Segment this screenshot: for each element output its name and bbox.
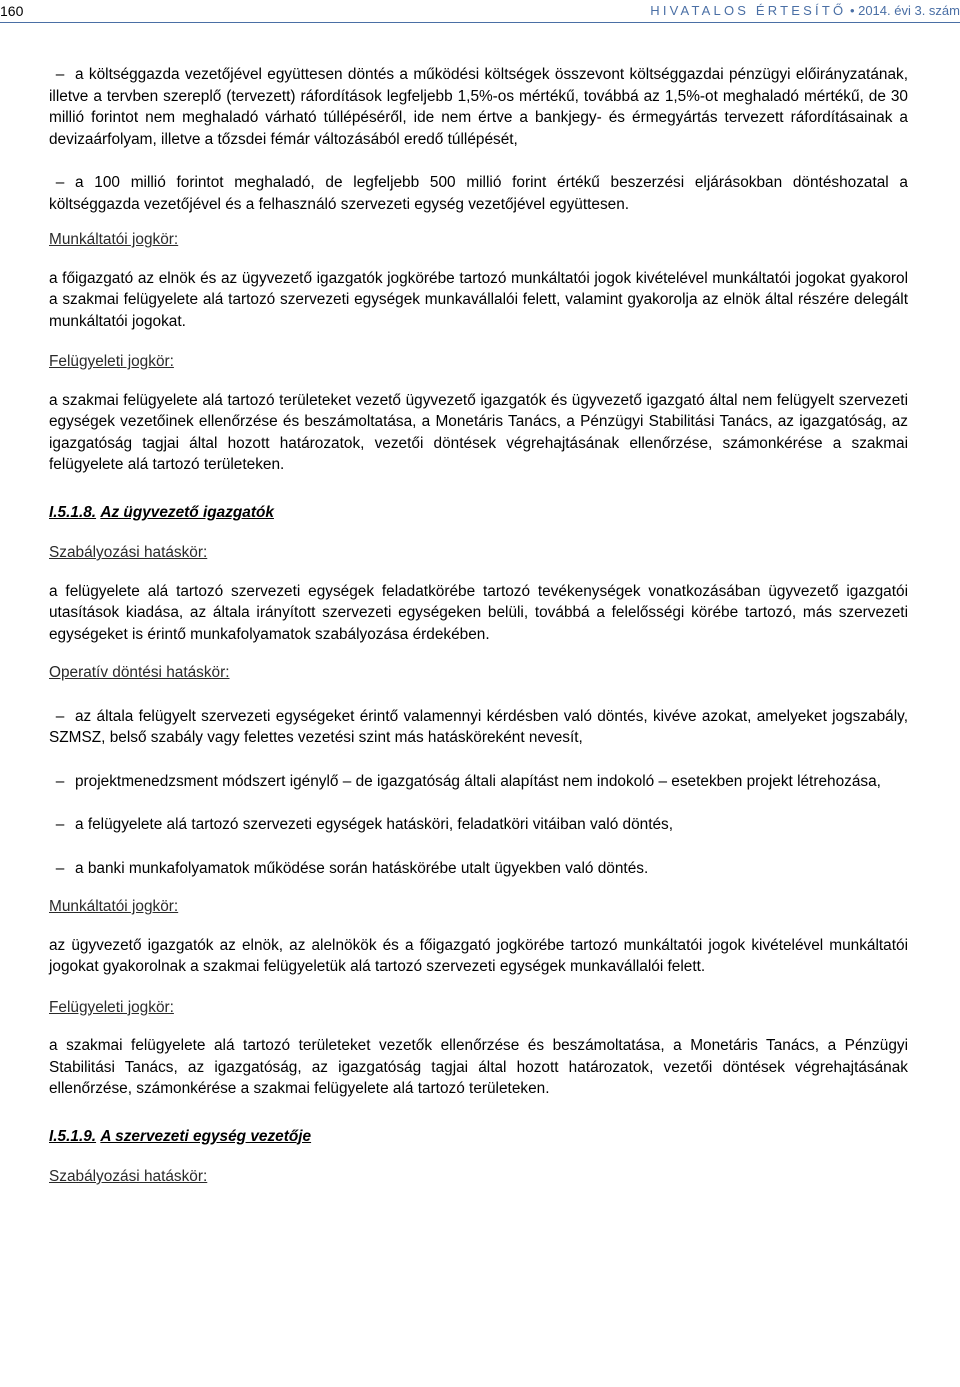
journal-name: HIVATALOS ÉRTESÍTŐ — [650, 3, 847, 18]
section-title-2: A szervezeti egység vezetője — [100, 1127, 312, 1145]
section-label-employer-rights: Munkáltatói jogkör: — [49, 231, 179, 248]
list-item-procurement-decision: – a 100 millió forintot meghaladó, de legfeljebb 500 millió forint értékű beszerzési eljárásokban döntéshozatal a költséggazda vezetőjével és a felhasználó szervezeti egység vezetőjével együttesen. — [49, 172, 908, 215]
section-number: I.5.1.8. — [49, 503, 97, 521]
page-header — [0, 0, 960, 22]
section-label-employer-rights-2: Munkáltatói jogkör: — [49, 898, 179, 915]
document-body — [49, 64, 908, 1188]
section-label-regulatory-powers: Szabályozási hatáskör: — [49, 544, 208, 561]
paragraph-employer-rights: a főigazgató az elnök és az ügyvezető igazgatók jogkörébe tartozó munkáltatói jogok kivételével munkáltatói jogokat gyakorol a szakmai felügyelete alá tartozó szervezeti egységek munkavállalói felett, valamint gyakorolja az elnök által részére delegált munkáltatói jogokat. — [49, 269, 908, 330]
list-item-project-creation: – projektmenedzsment módszert igénylő – de igazgatóság általi alapítást nem indokoló – esetekben projekt létrehozása, — [49, 771, 908, 793]
list-item-budget-decision: – a költséggazda vezetőjével együttesen döntés a működési költségek összevont költséggazdai pénzügyi előirányzatának, illetve a tervben szereplő (tervezett) ráfordítások legfeljebb 1,5%-os mértékű, továbbá az 1,5%-ot meghaladó mértékű, de 30 millió forintot nem meghaladó várható túllépéséről, ide nem értve a bankjegy- és érmegyártás tervezett ráfordításainak a devizaárfolyam, illetve a tőzsdei fémár változásából eredő túllépését, — [49, 64, 908, 150]
section-title: Az ügyvezető igazgatók — [100, 503, 274, 521]
section-label-supervisory-rights: Felügyeleti jogkör: — [49, 353, 174, 370]
section-label-regulatory-powers-2: Szabályozási hatáskör: — [49, 1168, 208, 1185]
paragraph-supervisory-rights: a szakmai felügyelete alá tartozó területeket vezető ügyvezető igazgatók és ügyvezető igazgató által nem felügyelt szervezeti egységek vezetőinek ellenőrzése és beszámoltatása, a Monetáris Tanács, a Pénzügyi Stabilitási Tanács, az igazgatóság, az igazgatóság tagjai által hozott határozatok, vezetői döntések végrehajtásának ellenőrzése, számonkérése a szakmai felügyelete alá tartozó területeken. — [49, 391, 908, 473]
header-rule — [0, 22, 960, 23]
section-heading-managing-directors — [49, 502, 908, 524]
paragraph-supervisory-rights-2: a szakmai felügyelete alá tartozó területeket vezetők ellenőrzése és beszámoltatása, a Monetáris Tanács, a Pénzügyi Stabilitási Tanács, az igazgatóság, az igazgatóság tagjai által hozott határozatok, vezetői döntések végrehajtásának ellenőrzése, számonkérése a szakmai felügyelete alá tartozó területeken. — [49, 1037, 908, 1097]
list-item-process-decisions: – a banki munkafolyamatok működése során hatáskörébe utalt ügyekben való döntés. — [49, 858, 908, 880]
section-label-operative-powers: Operatív döntési hatáskör: — [49, 664, 230, 681]
list-item-general-decisions: – az általa felügyelt szervezeti egységeket érintő valamennyi kérdésben való döntés, kivéve azokat, amelyeket jogszabály, SZMSZ, belső szabály vagy felettes vezetési szint más hatásköreként nevesít, — [49, 706, 908, 749]
paragraph-employer-rights-2: az ügyvezető igazgatók az elnök, az alelnökök és a főigazgató jogkörébe tartozó munkáltatói jogok kivételével munkáltatói jogokat gyakorolnak a szakmai felügyeletük alá tartozó szervezeti egységek munkavállalói felett. — [49, 936, 908, 975]
paragraph-regulatory-powers: a felügyelete alá tartozó szervezeti egységek feladatkörébe tartozó tevékenységek vonatkozásában ügyvezető igazgatói utasítások kiadása, az általa irányított szervezeti egységeken belüli, továbbá a felelősségi körébe tartozó, más szervezeti egységeket is érintő munkafolyamatok szabályozása érdekében. — [49, 582, 908, 643]
issue-label: • 2014. évi 3. szám — [849, 3, 960, 18]
section-number-2: I.5.1.9. — [49, 1127, 97, 1145]
page-number: 160 — [0, 3, 24, 19]
section-heading-unit-leader — [49, 1126, 908, 1148]
section-label-supervisory-rights-2: Felügyeleti jogkör: — [49, 998, 174, 1016]
journal-title — [650, 3, 960, 18]
list-item-dispute-decisions: – a felügyelete alá tartozó szervezeti egységek hatásköri, feladatköri vitáiban való döntés, — [49, 814, 908, 836]
